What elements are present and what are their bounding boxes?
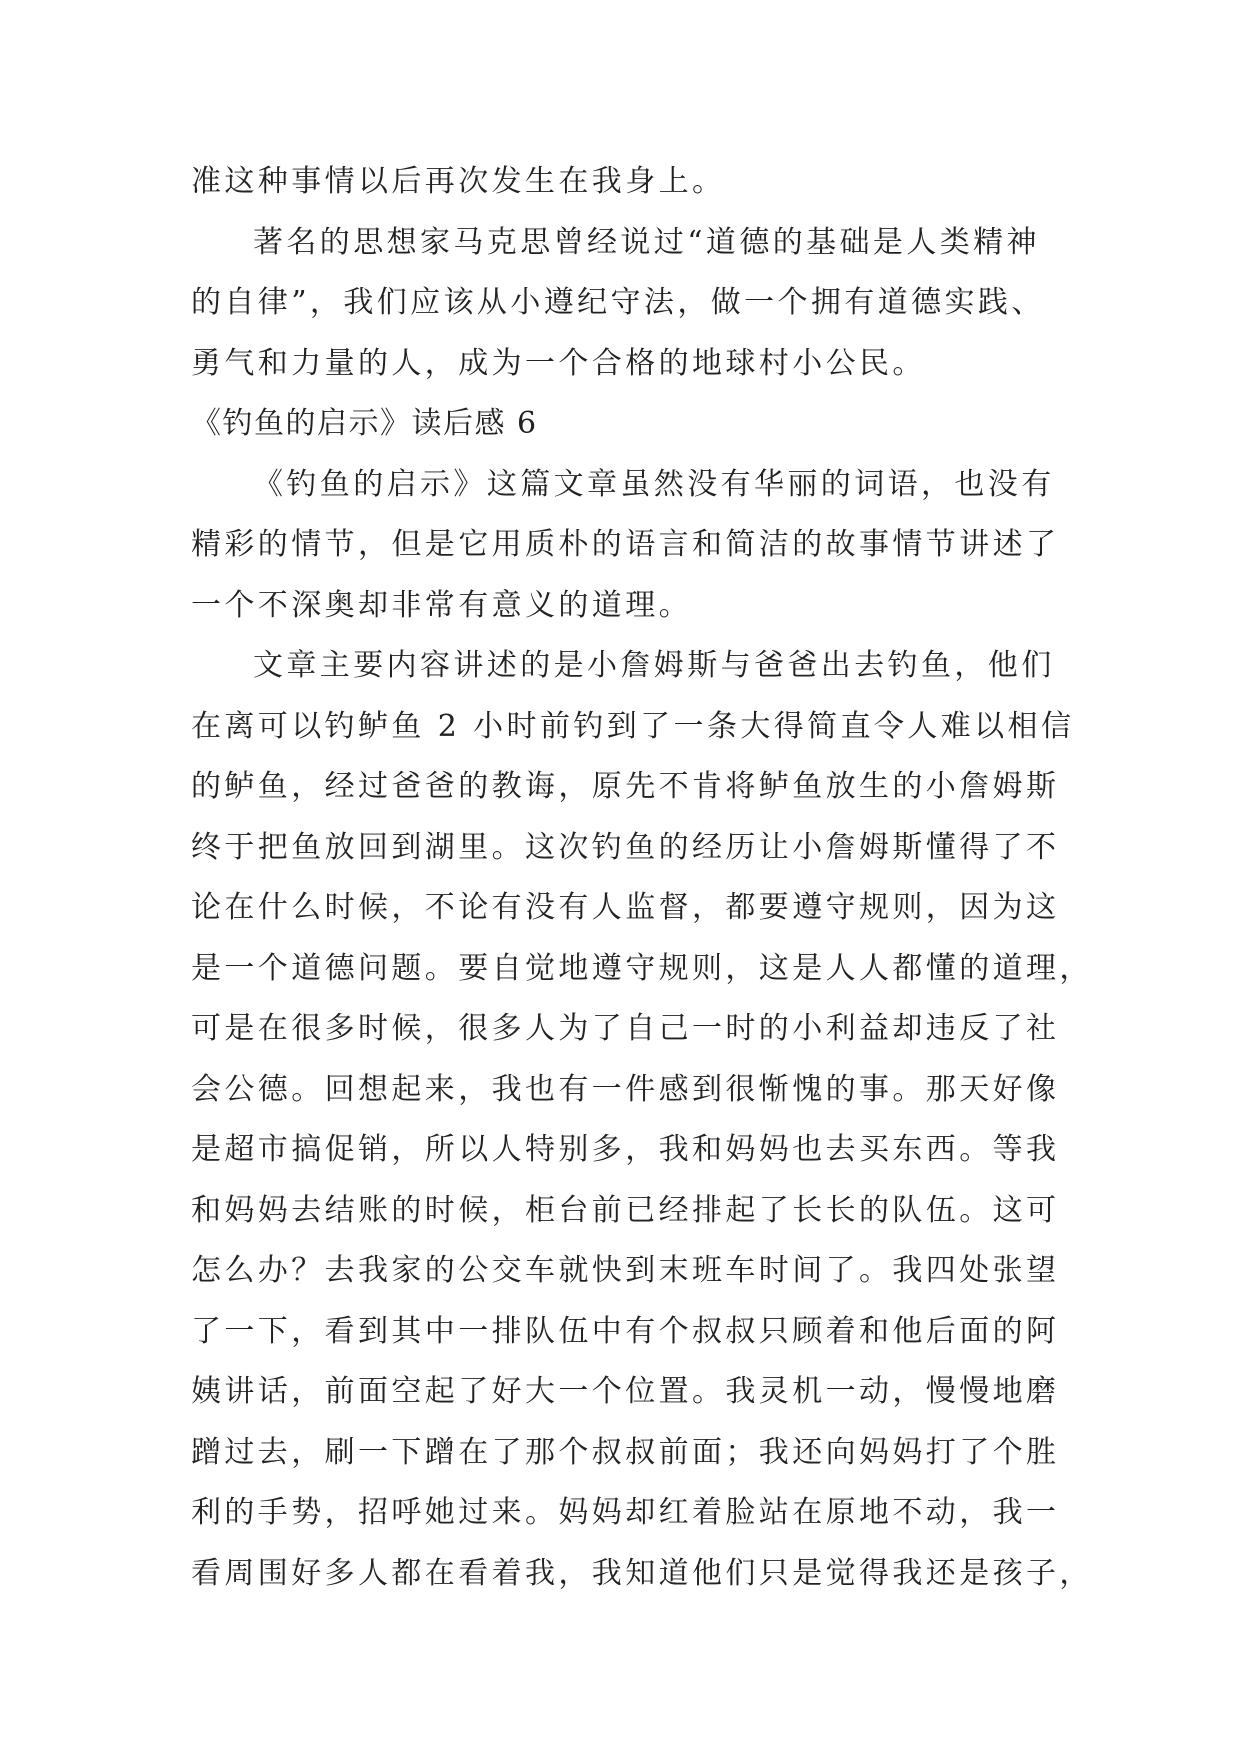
text-line: 怎么办？去我家的公交车就快到末班车时间了。我四处张望	[191, 1253, 1060, 1288]
text-line: 是超市搞促销，所以人特别多，我和妈妈也去买东西。等我	[191, 1132, 1060, 1167]
text-line: 终于把鱼放回到湖里。这次钓鱼的经历让小詹姆斯懂得了不	[191, 829, 1060, 865]
text-line: 姨讲话，前面空起了好大一个位置。我灵机一动，慢慢地磨	[191, 1374, 1060, 1409]
text-line: 会公德。回想起来，我也有一件感到很惭愧的事。那天好像	[191, 1071, 1060, 1107]
text-line: 论在什么时候，不论有没有人监督，都要遵守规则，因为这	[191, 890, 1060, 925]
text-line: 准这种事情以后再次发生在我身上。	[191, 164, 726, 199]
text-line: 的自律”，我们应该从小遵纪守法，做一个拥有道德实践、	[191, 285, 1045, 320]
document-body	[191, 152, 1093, 1604]
paragraph-start-line: 著名的思想家马克思曾经说过“道德的基础是人类精神	[253, 224, 1040, 260]
text-line: 勇气和力量的人，成为一个合格的地球村小公民。	[191, 345, 926, 381]
text-line: 在离可以钓鲈鱼 2 小时前钓到了一条大得简直令人难以相信	[191, 708, 1075, 744]
text-line: 看周围好多人都在看着我，我知道他们只是觉得我还是孩子，	[191, 1555, 1093, 1591]
paragraph-start-line: 《钓鱼的启示》这篇文章虽然没有华丽的词语，也没有	[253, 466, 1055, 502]
text-line: 了一下，看到其中一排队伍中有个叔叔只顾着和他后面的阿	[191, 1313, 1060, 1349]
text-line: 利的手势，招呼她过来。妈妈却红着脸站在原地不动，我一	[191, 1495, 1060, 1530]
text-line: 一个不深奥却非常有意义的道理。	[191, 587, 692, 623]
text-line: 的鲈鱼，经过爸爸的教诲，原先不肯将鲈鱼放生的小詹姆斯	[191, 769, 1060, 804]
text-line: 精彩的情节，但是它用质朴的语言和简洁的故事情节讲述了	[191, 527, 1060, 562]
section-heading: 《钓鱼的启示》读后感 6	[191, 406, 538, 441]
text-line: 可是在很多时候，很多人为了自己一时的小利益却违反了社	[191, 1011, 1060, 1046]
text-line: 和妈妈去结账的时候，柜台前已经排起了长长的队伍。这可	[191, 1192, 1060, 1228]
text-line: 是一个道德问题。要自觉地遵守规则，这是人人都懂的道理，	[191, 950, 1093, 986]
text-line: 蹭过去，刷一下蹭在了那个叔叔前面；我还向妈妈打了个胜	[191, 1434, 1060, 1470]
paragraph-start-line: 文章主要内容讲述的是小詹姆斯与爸爸出去钓鱼，他们	[253, 648, 1055, 683]
